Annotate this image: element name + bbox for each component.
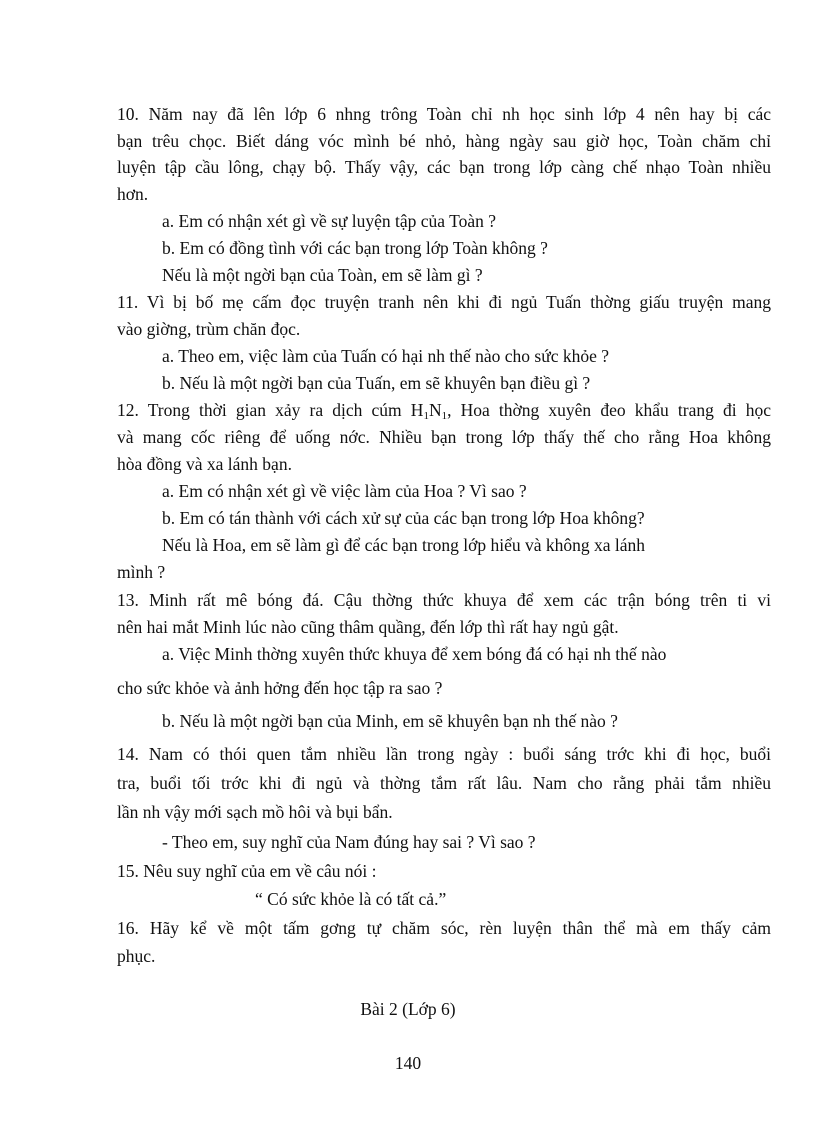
text-line: - Theo em, suy nghĩ của Nam đúng hay sai ? Vì sao ?	[162, 832, 536, 852]
text-line: vào giờng, trùm chăn đọc.	[117, 319, 301, 339]
text-line: bạn trêu chọc. Biết dáng vóc mình bé nhỏ, hàng ngày sau giờ học, Toàn chăm chỉ	[117, 131, 771, 151]
text-line: Nếu là một ngời bạn của Toàn, em sẽ làm gì ?	[162, 265, 483, 285]
text-line: và mang cốc riêng để uống nớc. Nhiều bạn trong lớp thấy thế cho rằng Hoa không	[117, 427, 771, 447]
text-line: b. Nếu là một ngời bạn của Minh, em sẽ khuyên bạn nh thế nào ?	[162, 711, 618, 731]
text-line: b. Em có tán thành với cách xử sự của các bạn trong lớp Hoa không?	[162, 508, 645, 528]
text-line: b. Nếu là một ngời bạn của Tuấn, em sẽ khuyên bạn điều gì ?	[162, 373, 591, 393]
text-line: 16. Hãy kể về một tấm gơng tự chăm sóc, rèn luyện thân thể mà em thấy cảm	[117, 918, 771, 938]
text-line: luyện tập cầu lông, chạy bộ. Thấy vậy, các bạn trong lớp càng chế nhạo Toàn nhiều	[117, 157, 771, 177]
text-line: a. Theo em, việc làm của Tuấn có hại nh thế nào cho sức khỏe ?	[162, 346, 610, 366]
text-line: nên hai mắt Minh lúc nào cũng thâm quầng, đến lớp thì rất hay ngủ gật.	[117, 617, 619, 637]
text-line: Nếu là Hoa, em sẽ làm gì để các bạn trong lớp hiểu và không xa lánh	[162, 535, 646, 555]
text-line: cho sức khỏe và ảnh hởng đến học tập ra sao ?	[117, 678, 443, 698]
text-line: a. Em có nhận xét gì về việc làm của Hoa ? Vì sao ?	[162, 481, 527, 501]
text-line: 10. Năm nay đã lên lớp 6 nhng trông Toàn chỉ nh học sinh lớp 4 nên hay bị các	[117, 104, 771, 124]
text-line: a. Việc Minh thờng xuyên thức khuya để xem bóng đá có hại nh thế nào	[162, 644, 667, 664]
text-line: 11. Vì bị bố mẹ cấm đọc truyện tranh nên khi đi ngủ Tuấn thờng giấu truyện mang	[117, 292, 771, 312]
text-line: hơn.	[117, 184, 149, 204]
text-line: phục.	[117, 946, 156, 966]
text-line: b. Em có đồng tình với các bạn trong lớp Toàn không ?	[162, 238, 548, 258]
quote-line: “ Có sức khỏe là có tất cả.”	[255, 889, 447, 909]
text-line: 14. Nam có thói quen tắm nhiều lần trong ngày : buổi sáng trớc khi đi học, buổi	[117, 744, 771, 764]
text-line: a. Em có nhận xét gì về sự luyện tập của Toàn ?	[162, 211, 497, 231]
text-line: lần nh vậy mới sạch mồ hôi và bụi bẩn.	[117, 802, 393, 822]
text-line: hòa đồng và xa lánh bạn.	[117, 454, 292, 474]
text-line: 12. Trong thời gian xảy ra dịch cúm $H_1N_1$, Hoa thờng xuyên đeo khẩu trang đi học	[117, 400, 771, 422]
text-line: tra, buổi tối trớc khi đi ngủ và thờng tắm rất lâu. Nam cho rằng phải tắm nhiều	[117, 773, 771, 793]
text-line: mình ?	[117, 562, 166, 582]
page-number: 140	[394, 1053, 422, 1073]
text-line: 13. Minh rất mê bóng đá. Cậu thờng thức khuya để xem các trận bóng trên ti vi	[117, 590, 771, 610]
section-heading: Bài 2 (Lớp 6)	[360, 999, 456, 1019]
text-line: 15. Nêu suy nghĩ của em về câu nói :	[117, 861, 377, 881]
